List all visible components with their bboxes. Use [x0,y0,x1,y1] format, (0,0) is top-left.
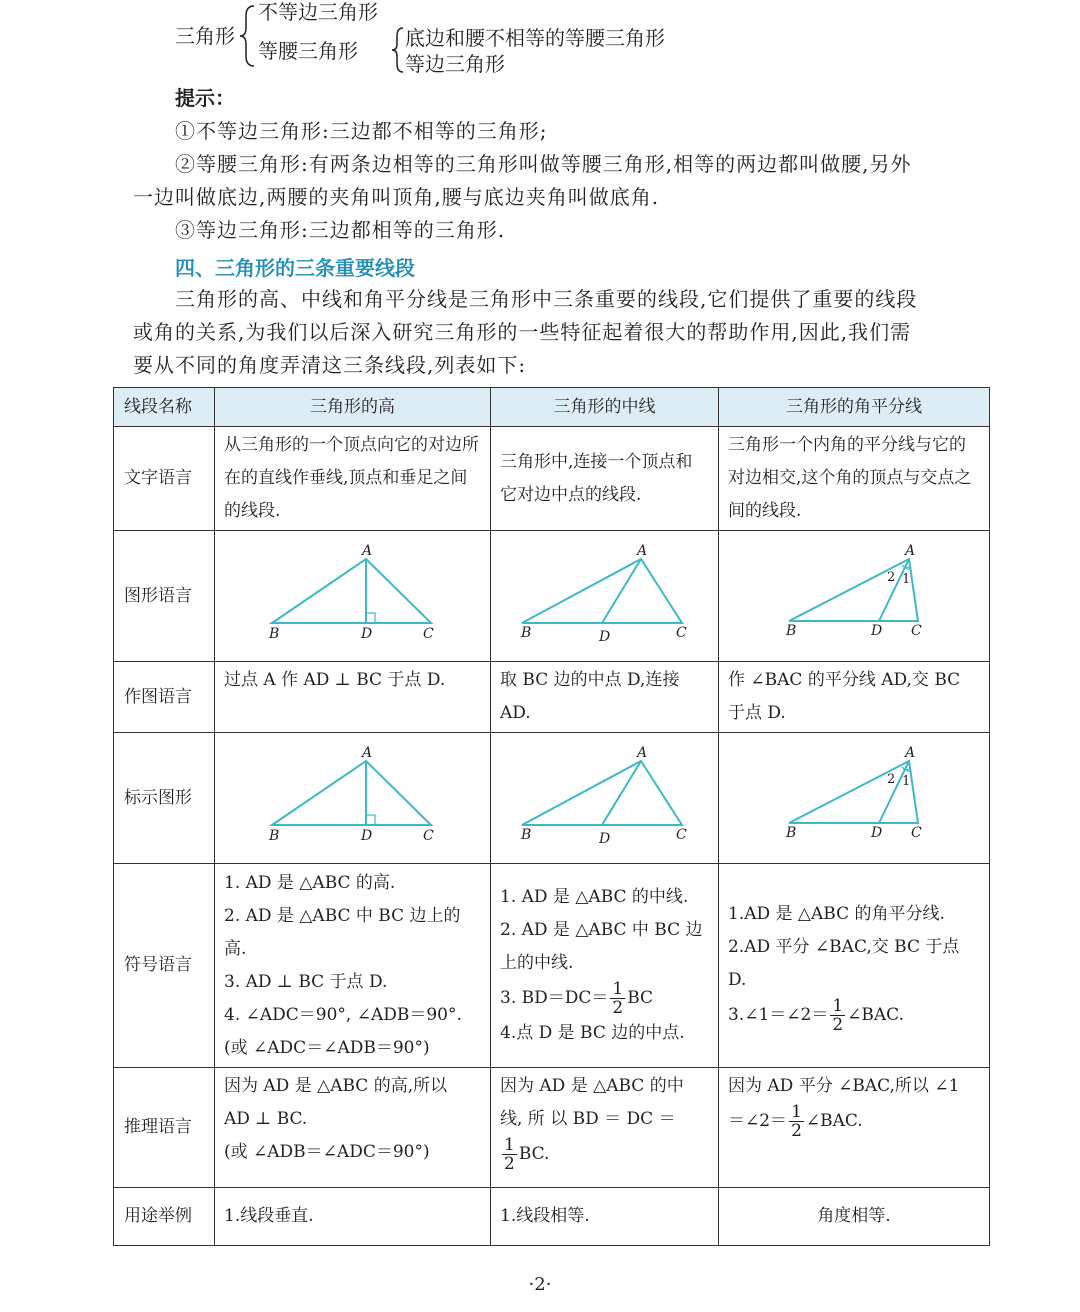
row-label: 推理语言 [114,1068,215,1188]
bisector-triangle-figure [719,531,987,649]
label-A: A [362,745,373,761]
label-angle-2: 2 [887,570,896,585]
row-label: 符号语言 [114,864,215,1068]
label-B: B [269,626,280,642]
fraction [502,1136,517,1173]
header-bisector: 三角形的角平分线 [719,388,990,427]
page-number: ·2· [528,1274,552,1295]
altitude-triangle-figure [215,733,487,851]
fraction-num: 1 [791,1102,802,1122]
cell-usage-altitude: 1.线段垂直. [215,1188,491,1246]
table-row [114,864,990,1068]
reason-line: 因为 AD 是 △ABC 的高,所以 [224,1076,448,1096]
label-D: D [871,623,883,639]
fraction [789,1103,804,1140]
reason-text: ∠BAC. [805,1111,863,1131]
label-B: B [786,825,797,841]
header-altitude: 三角形的高 [215,388,491,427]
cell-symbol-bisector [719,864,990,1068]
median-triangle-figure [491,531,715,649]
row-label: 图形语言 [114,531,215,662]
row-label: 文字语言 [114,427,215,531]
reason-line [500,1136,709,1173]
reason-line [728,1103,980,1140]
symbol-line: 1. AD 是 △ABC 的高. [224,872,396,893]
symbol-line: 4. ∠ADC＝90°, ∠ADB＝90°. [224,1004,462,1025]
fraction-den: 2 [791,1121,802,1141]
mark-fig-altitude [215,733,491,864]
label-B: B [521,827,532,843]
table-row [114,662,990,733]
symbol-line: (或 ∠ADC＝∠ADB＝90°) [224,1037,430,1058]
fraction-den: 2 [612,998,624,1018]
label-D: D [871,825,883,841]
hints-title: 提示： [175,86,235,110]
table-row [114,427,990,531]
cell-text-median: 三角形中,连接一个顶点和它对边中点的线段. [491,427,719,531]
hint-2a: ②等腰三角形:有两条边相等的三角形叫做等腰三角形,相等的两边都叫做腰,另外 [175,152,912,176]
label-angle-2: 2 [887,772,896,787]
cell-reason-median [491,1068,719,1188]
label-angle-1: 1 [902,774,911,789]
label-D: D [361,828,373,844]
symbol-line [500,980,709,1017]
cell-reason-bisector [719,1068,990,1188]
label-D: D [599,831,611,847]
reason-line: 因为 AD 平分 ∠BAC,所以 ∠1 [728,1076,960,1096]
label-C: C [911,825,922,841]
fraction [610,980,625,1017]
brace-icon [238,4,258,68]
brace-icon [390,26,406,74]
symbol-line [728,997,980,1034]
label-B: B [786,623,797,639]
classification-branch2: 等腰三角形 [258,39,358,63]
classification-branch1: 不等边三角形 [258,0,378,24]
label-D: D [599,629,611,645]
row-label: 作图语言 [114,662,215,733]
fraction-den: 2 [832,1014,844,1035]
symbol-text: BC [627,988,654,1008]
cell-draw-bisector: 作 ∠BAC 的平分线 AD,交 BC 于点 D. [719,662,990,733]
symbol-line: 2. AD 是 △ABC 中 BC 边上的高. [224,905,461,959]
reason-line: 线, 所 以 BD ＝ DC ＝ [500,1109,676,1129]
table-row [114,733,990,864]
table-header-row [114,388,990,427]
cell-draw-median: 取 BC 边的中点 D,连接 AD. [491,662,719,733]
symbol-text: 3.∠1＝∠2＝ [728,1004,829,1025]
classification-sub2: 等边三角形 [405,52,505,76]
label-C: C [423,626,434,642]
section-p2: 或角的关系,为我们以后深入研究三角形的一些特征起着很大的帮助作用,因此,我们需 [133,320,912,344]
label-A: A [637,543,648,559]
label-A: A [362,543,373,559]
table-row [114,1188,990,1246]
header-name: 线段名称 [114,388,215,427]
table-row [114,531,990,662]
reason-line: 因为 AD 是 △ABC 的中 [500,1076,684,1096]
fraction-num: 1 [612,979,624,999]
header-median: 三角形的中线 [491,388,719,427]
symbol-text: 3. BD＝DC＝ [500,988,609,1008]
row-label: 用途举例 [114,1188,215,1246]
table-row [114,1068,990,1188]
hint-3: ③等边三角形:三边都相等的三角形. [175,218,506,242]
segments-table [113,387,990,1246]
fig-median [491,531,719,662]
label-A: A [905,745,916,761]
mark-fig-bisector [719,733,990,864]
fig-altitude [215,531,491,662]
symbol-line: 1.AD 是 △ABC 的角平分线. [728,903,945,924]
reason-text: BC. [518,1144,550,1164]
section-p3: 要从不同的角度弄清这三条线段,列表如下: [133,353,527,377]
fraction-num: 1 [504,1135,515,1155]
symbol-line: 1. AD 是 △ABC 的中线. [500,887,689,907]
label-C: C [676,827,687,843]
label-C: C [423,828,434,844]
reason-text: ＝∠2＝ [728,1111,788,1131]
bisector-triangle-figure [719,733,987,851]
symbol-text: ∠BAC. [847,1004,904,1025]
symbol-line: 2.AD 平分 ∠BAC,交 BC 于点 D. [728,936,960,990]
cell-text-altitude: 从三角形的一个顶点向它的对边所在的直线作垂线,顶点和垂足之间的线段. [215,427,491,531]
hint-2b: 一边叫做底边,两腰的夹角叫顶角,腰与底边夹角叫做底角. [133,185,660,209]
label-B: B [521,625,532,641]
cell-symbol-altitude [215,864,491,1068]
section-title: 四、三角形的三条重要线段 [175,256,415,280]
cell-reason-altitude [215,1068,491,1188]
label-D: D [361,626,373,642]
label-C: C [911,623,922,639]
cell-usage-median: 1.线段相等. [491,1188,719,1246]
row-label: 标示图形 [114,733,215,864]
symbol-line: 2. AD 是 △ABC 中 BC 边上的中线. [500,920,703,973]
fraction [830,997,845,1034]
median-triangle-figure [491,733,715,851]
label-A: A [637,745,648,761]
label-C: C [676,625,687,641]
label-A: A [905,543,916,559]
fraction-num: 1 [832,995,844,1016]
cell-text-bisector: 三角形一个内角的平分线与它的对边相交,这个角的顶点与交点之间的线段. [719,427,990,531]
cell-usage-bisector: 角度相等. [719,1188,990,1246]
symbol-line: 3. AD ⊥ BC 于点 D. [224,971,388,992]
symbol-line: 4.点 D 是 BC 边的中点. [500,1023,685,1043]
classification-root: 三角形 [175,24,235,48]
reason-line: (或 ∠ADB＝∠ADC＝90°) [224,1142,430,1162]
hint-1: ①不等边三角形:三边都不相等的三角形; [175,119,548,143]
label-B: B [269,828,280,844]
fig-bisector [719,531,990,662]
label-angle-1: 1 [902,572,911,587]
fraction-den: 2 [504,1154,515,1174]
reason-line: AD ⊥ BC. [224,1109,308,1129]
cell-symbol-median [491,864,719,1068]
classification-sub1: 底边和腰不相等的等腰三角形 [405,26,665,50]
mark-fig-median [491,733,719,864]
section-p1: 三角形的高、中线和角平分线是三角形中三条重要的线段,它们提供了重要的线段 [175,287,918,311]
cell-draw-altitude: 过点 A 作 AD ⊥ BC 于点 D. [215,662,491,733]
altitude-triangle-figure [215,531,487,649]
